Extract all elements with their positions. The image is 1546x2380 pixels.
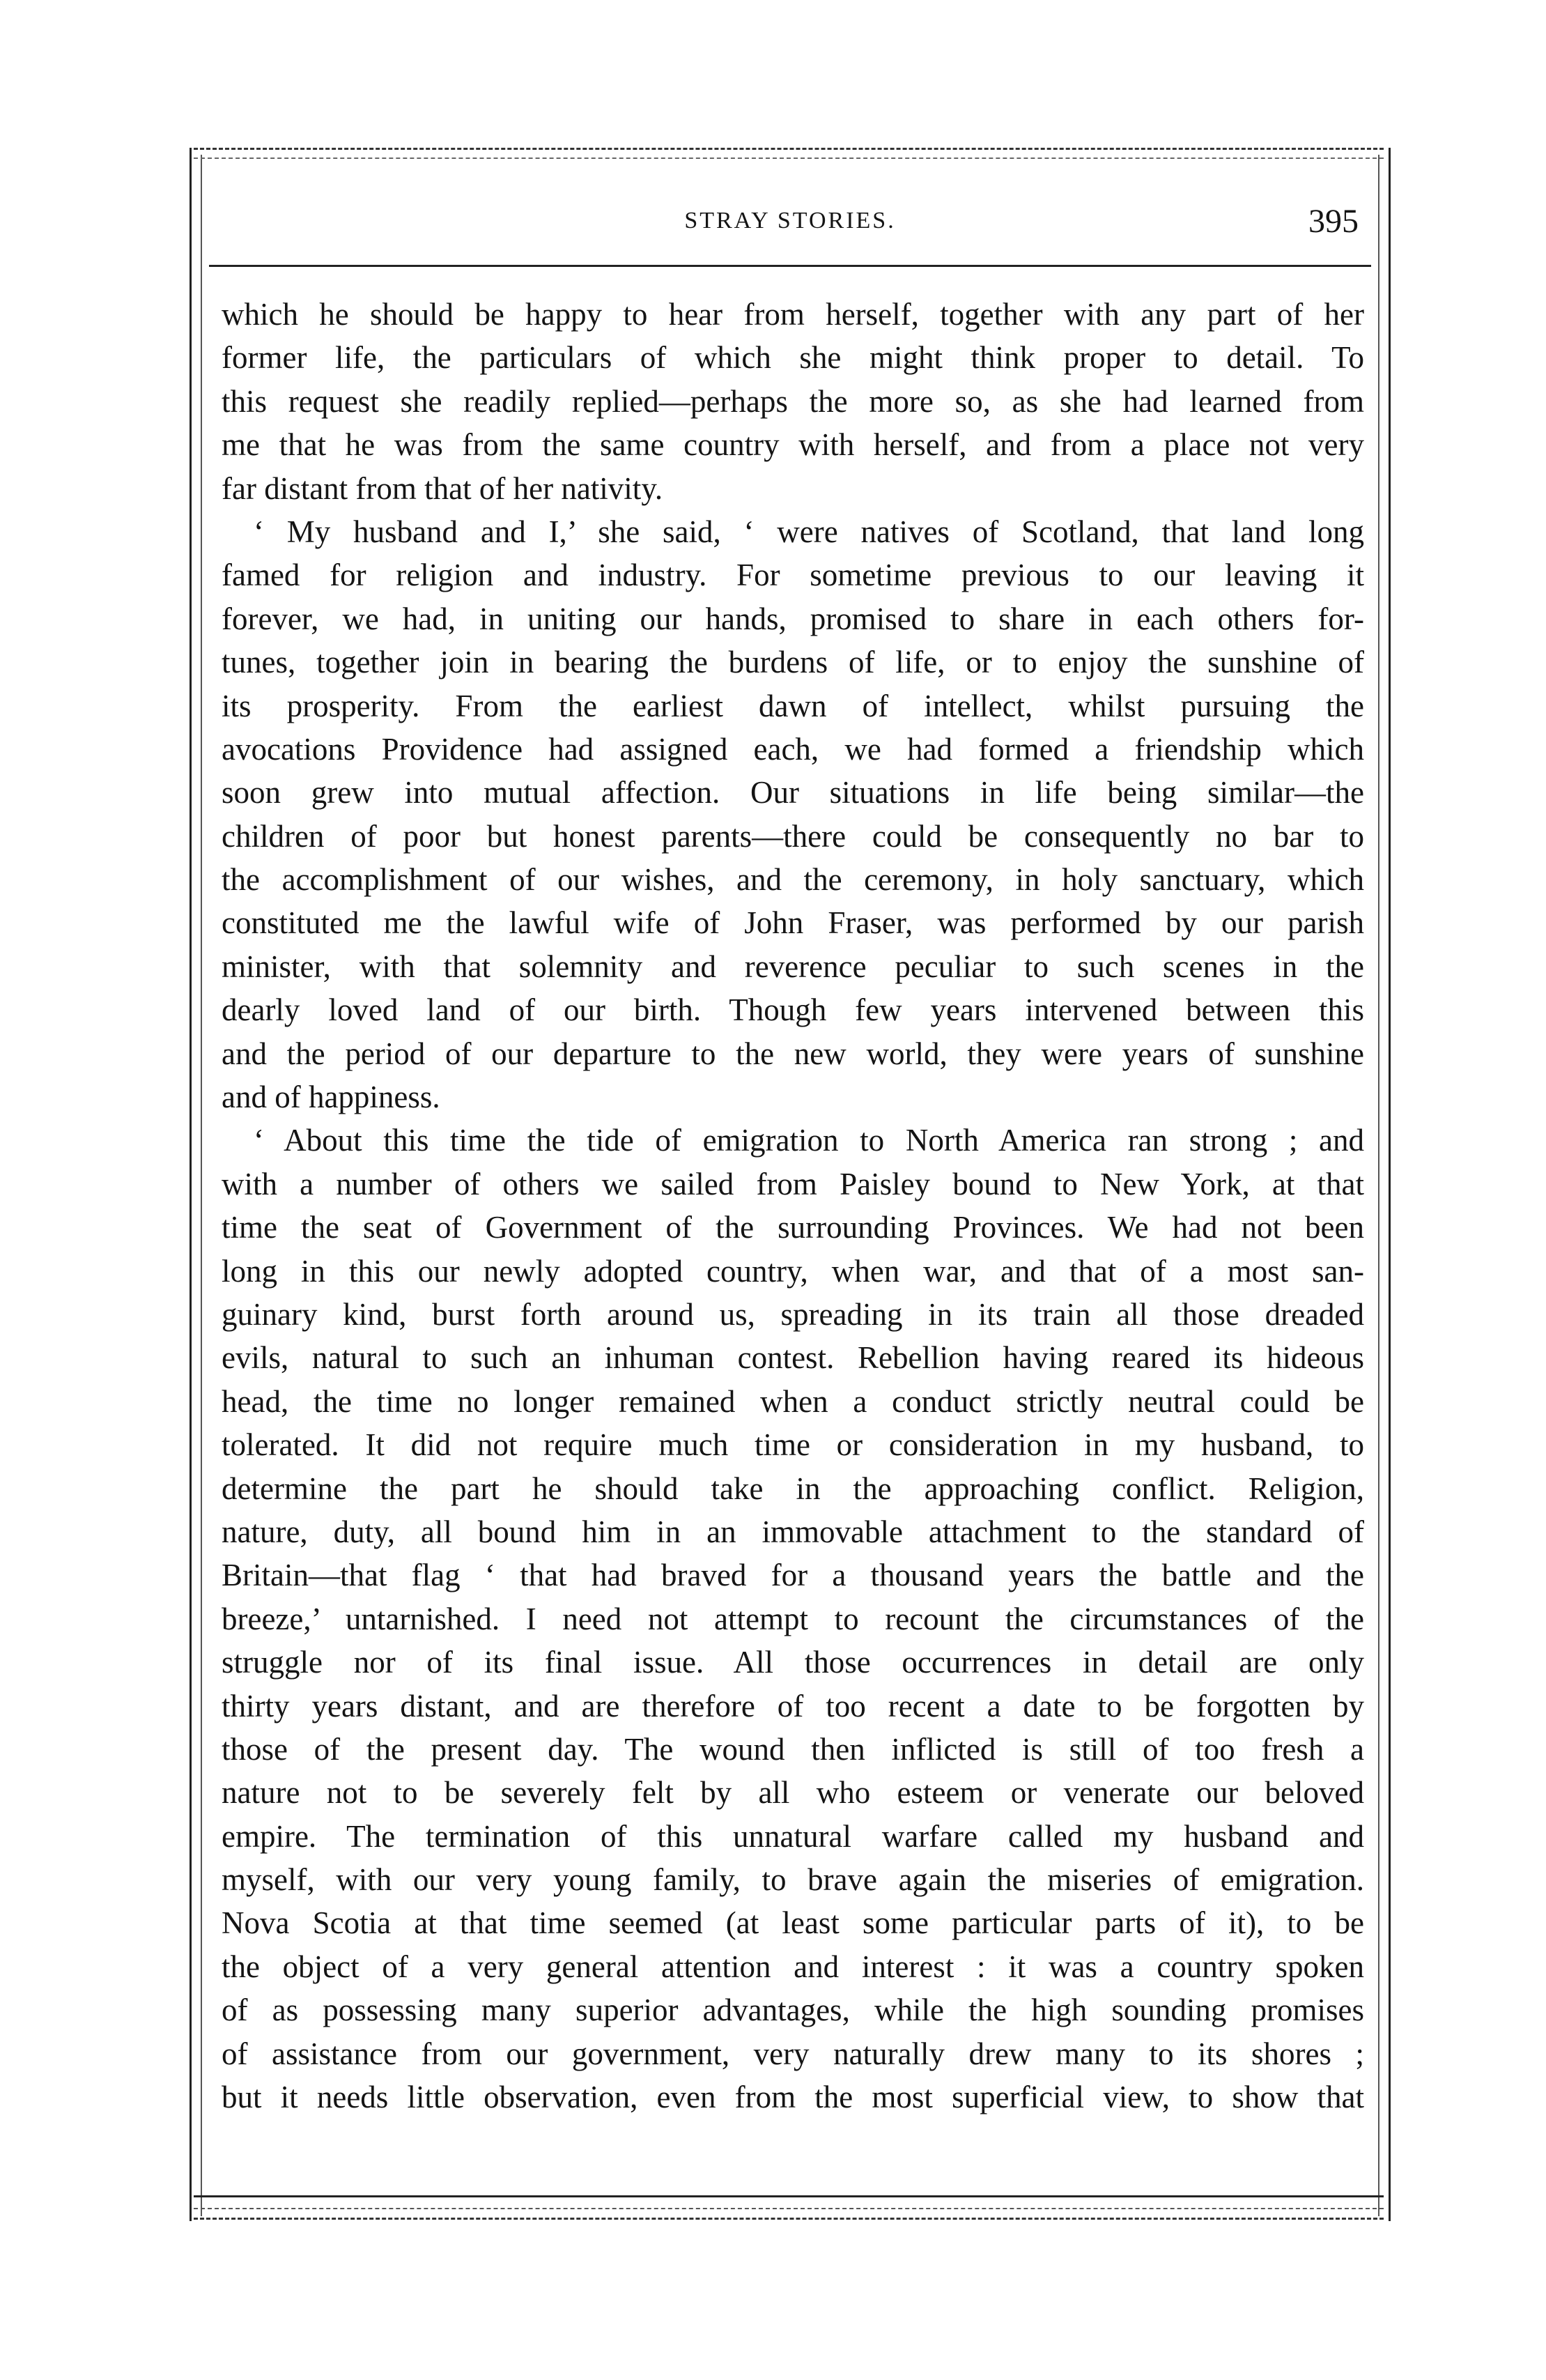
text-line: its prosperity. From the earliest dawn of intellect, whilst pursuing the (222, 688, 1364, 723)
text-line: head, the time no longer remained when a conduct strictly neutral could be (222, 1383, 1364, 1419)
text-line: of as possessing many superior advantages, while the high sounding promises (222, 1993, 1364, 2028)
text-line: struggle nor of its final issue. All those occurrences in detail are only (222, 1645, 1364, 1680)
text-line: tolerated. It did not require much time or consideration in my husband, to (222, 1427, 1364, 1463)
running-title: STRAY STORIES. (684, 208, 896, 233)
text-line: children of poor but honest parents—there could be consequently no bar to (222, 818, 1364, 854)
text-line: forever, we had, in uniting our hands, promised to share in each others for- (222, 601, 1364, 636)
body-text (222, 293, 1364, 2119)
text-line: this request she readily replied—perhaps the more so, as she had learned from (222, 383, 1364, 419)
text-line: dearly loved land of our birth. Though few years intervened between this (222, 992, 1364, 1028)
paragraph-start: ‘ About this time the tide of emigration to North America ran strong ; and (254, 1123, 1364, 1158)
header-rule (209, 265, 1371, 267)
text-line: empire. The termination of this unnatural warfare called my husband and (222, 1818, 1364, 1854)
text-line: and the period of our departure to the new world, they were years of sunshine (222, 1036, 1364, 1071)
text-line: constituted me the lawful wife of John Fraser, was performed by our parish (222, 905, 1364, 941)
text-line: breeze,’ untarnished. I need not attempt to recount the circumstances of the (222, 1601, 1364, 1636)
text-line: of assistance from our government, very naturally drew many to its shores ; (222, 2036, 1364, 2071)
text-line: tunes, together join in bearing the burdens of life, or to enjoy the sunshine of (222, 645, 1364, 680)
running-header (209, 202, 1371, 251)
text-line: me that he was from the same country with herself, and from a place not very (222, 427, 1364, 463)
text-line: minister, with that solemnity and reverence peculiar to such scenes in the (222, 949, 1364, 984)
text-line: famed for religion and industry. For sometime previous to our leaving it (222, 558, 1364, 593)
text-line: determine the part he should take in the approaching conflict. Religion, (222, 1471, 1364, 1506)
text-line: myself, with our very young family, to brave again the miseries of emigration. (222, 1862, 1364, 1898)
bottom-border-rule-inner (194, 2208, 1384, 2209)
bottom-border-rule (194, 2195, 1384, 2197)
text-line: soon grew into mutual affection. Our situations in life being similar—the (222, 775, 1364, 811)
text-line: time the seat of Government of the surrounding Provinces. We had not been (222, 1210, 1364, 1245)
text-line: the accomplishment of our wishes, and the ceremony, in holy sanctuary, which (222, 862, 1364, 898)
text-line: which he should be happy to hear from herself, together with any part of her (222, 297, 1364, 332)
text-line: evils, natural to such an inhuman contest. Rebellion having reared its hideous (222, 1340, 1364, 1376)
text-line: those of the present day. The wound then inflicted is still of too fresh a (222, 1731, 1364, 1767)
text-line: with a number of others we sailed from Paisley bound to New York, at that (222, 1166, 1364, 1201)
text-line: far distant from that of her nativity. (222, 470, 663, 506)
text-line: nature not to be severely felt by all who esteem or venerate our beloved (222, 1775, 1364, 1811)
text-line: but it needs little observation, even from the most superficial view, to show that (222, 2080, 1364, 2115)
text-line: and of happiness. (222, 1080, 440, 1115)
text-line: thirty years distant, and are therefore of too recent a date to be forgotten by (222, 1688, 1364, 1723)
text-line: the object of a very general attention and interest : it was a country spoken (222, 1949, 1364, 1984)
top-border-rule (194, 148, 1384, 150)
text-line: Britain—that flag ‘ that had braved for a thousand years the battle and the (222, 1558, 1364, 1593)
page-number: 395 (1308, 203, 1359, 240)
text-line: Nova Scotia at that time seemed (at least some particular parts of it), to be (222, 1905, 1364, 1941)
text-line: avocations Providence had assigned each, we had formed a friendship which (222, 731, 1364, 767)
text-line: guinary kind, burst forth around us, spreading in its train all those dreaded (222, 1296, 1364, 1332)
bottom-border-rule-outer (194, 2218, 1384, 2220)
text-line: former life, the particulars of which she might think proper to detail. To (222, 340, 1364, 376)
text-line: long in this our newly adopted country, when war, and that of a most san- (222, 1253, 1364, 1289)
top-border-rule-inner (194, 158, 1384, 159)
text-line: nature, duty, all bound him in an immovable attachment to the standard of (222, 1514, 1364, 1549)
paragraph-start: ‘ My husband and I,’ she said, ‘ were natives of Scotland, that land long (254, 514, 1364, 549)
